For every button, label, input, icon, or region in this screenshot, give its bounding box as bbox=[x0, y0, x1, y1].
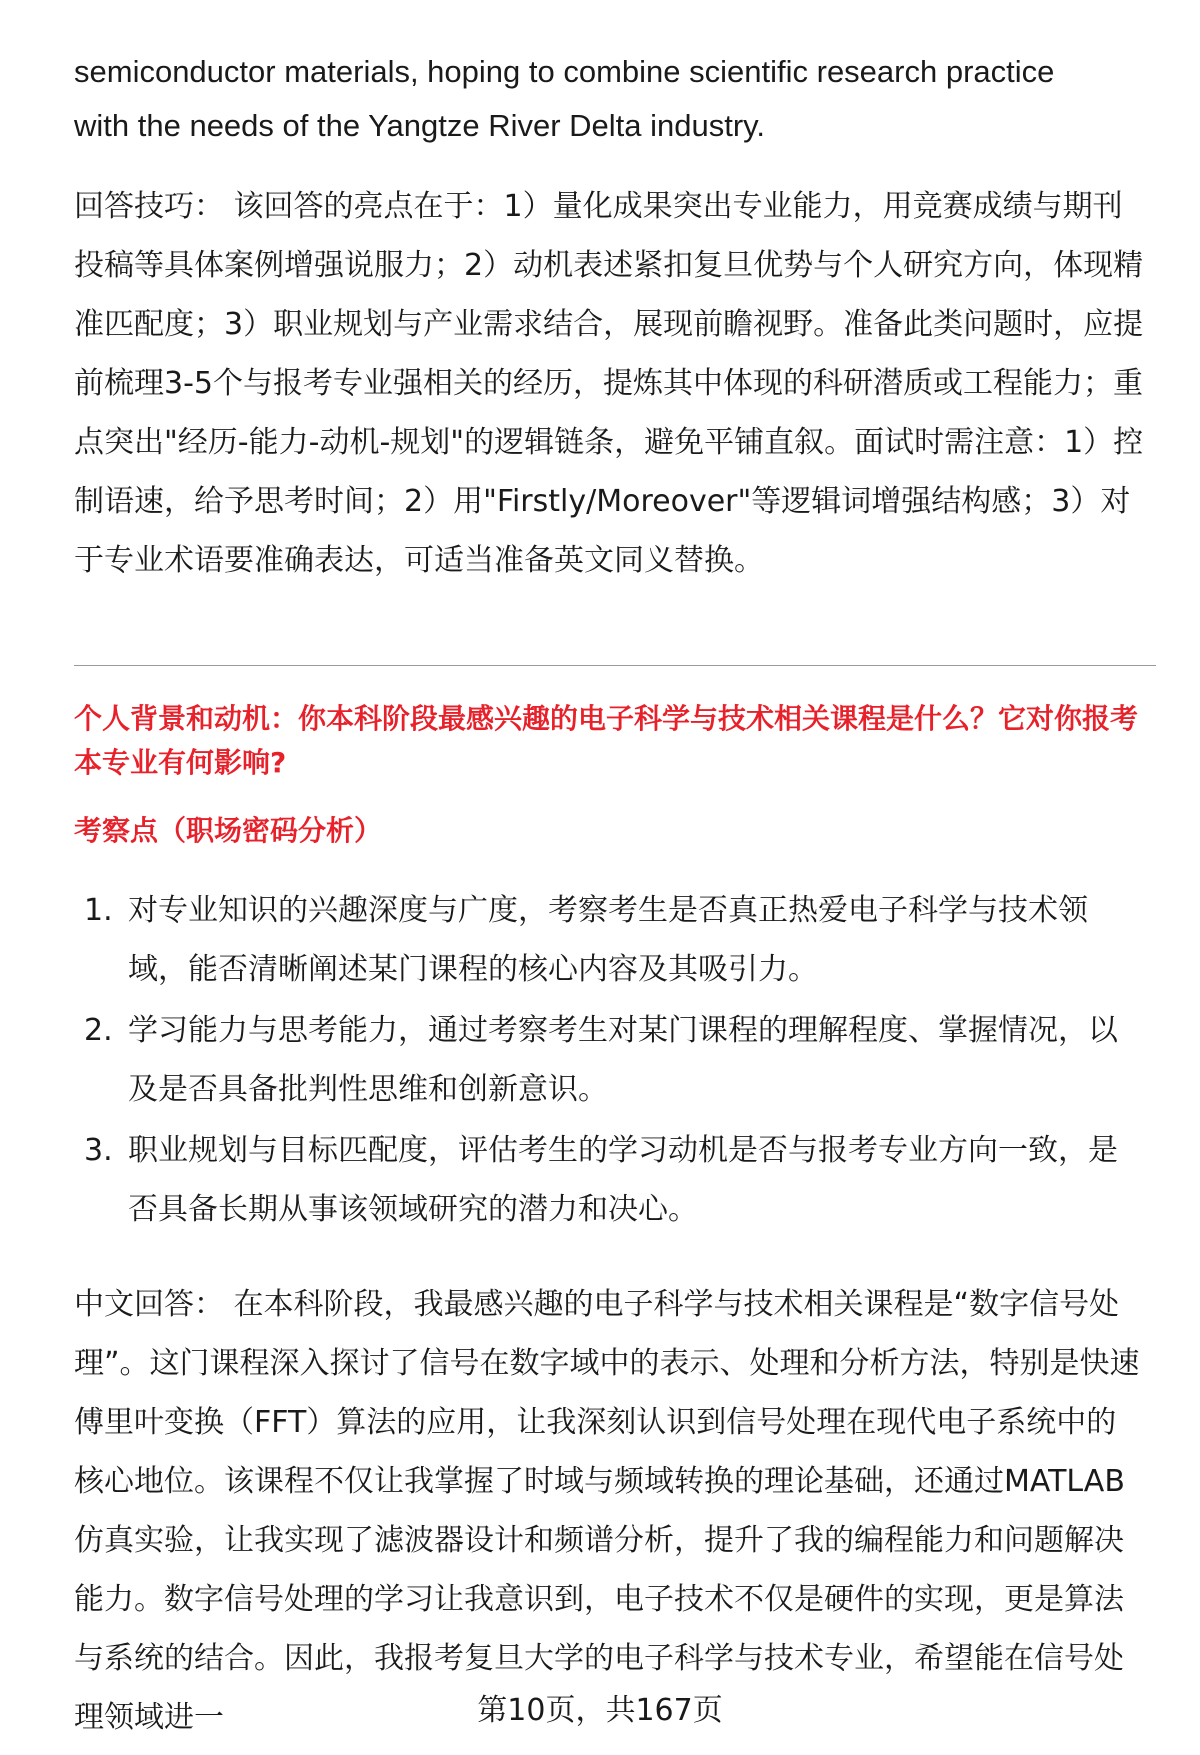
list-item-number: 2. bbox=[84, 1013, 113, 1048]
intro-line-2: with the needs of the Yangtze River Delta industry. bbox=[74, 108, 765, 143]
list-item-text: 对专业知识的兴趣深度与广度，考察考生是否真正热爱电子科学与技术领域，能否清晰阐述某门课程的核心内容及其吸引力。 bbox=[128, 893, 1088, 987]
list-item bbox=[74, 1121, 1144, 1239]
section-divider bbox=[74, 665, 1156, 666]
page-number: 第10页，共167页 bbox=[477, 1693, 723, 1728]
list-item-number: 3. bbox=[84, 1133, 113, 1168]
list-item-number: 1. bbox=[84, 893, 113, 928]
intro-line-1: semiconductor materials, hoping to combine scientific research practice bbox=[74, 54, 1055, 89]
answer-tips-paragraph: 回答技巧： 该回答的亮点在于：1）量化成果突出专业能力，用竞赛成绩与期刊投稿等具体案例增强说服力；2）动机表述紧扣复旦优势与个人研究方向，体现精准匹配度；3）职业规划与产业需求结合，展现前瞻视野。准备此类问题时，应提前梳理3-5个与报考专业强相关的经历，提炼其中体现的科研潜质或工程能力；重点突出"经历-能力-动机-规划"的逻辑链条，避免平铺直叙。面试时需注意：1）控制语速，给予思考时间；2）用"Firstly/Moreover"等逻辑词增强结构感；3）对于专业术语要准确表达，可适当准备英文同义替换。 bbox=[74, 189, 1144, 578]
list-item bbox=[74, 1001, 1144, 1119]
list-item bbox=[74, 881, 1144, 999]
list-item-text: 学习能力与思考能力，通过考察考生对某门课程的理解程度、掌握情况，以及是否具备批判性思维和创新意识。 bbox=[128, 1013, 1118, 1107]
assessment-points-heading: 考察点（职场密码分析） bbox=[74, 814, 383, 847]
assessment-points-list bbox=[74, 881, 1144, 1241]
question-title: 个人背景和动机：你本科阶段最感兴趣的电子科学与技术相关课程是什么？它对你报考本专业有何影响? bbox=[74, 702, 1139, 779]
chinese-answer-paragraph: 中文回答： 在本科阶段，我最感兴趣的电子科学与技术相关课程是“数字信号处理”。这门课程深入探讨了信号在数字域中的表示、处理和分析方法，特别是快速傅里叶变换（FFT）算法的应用，让我深刻认识到信号处理在现代电子系统中的核心地位。该课程不仅让我掌握了时域与频域转换的理论基础，还通过MATLAB仿真实验，让我实现了滤波器设计和频谱分析，提升了我的编程能力和问题解决能力。数字信号处理的学习让我意识到，电子技术不仅是硬件的实现，更是算法与系统的结合。因此，我报考复旦大学的电子科学与技术专业，希望能在信号处理领域进一 bbox=[74, 1287, 1140, 1735]
list-item-text: 职业规划与目标匹配度，评估考生的学习动机是否与报考专业方向一致，是否具备长期从事该领域研究的潜力和决心。 bbox=[128, 1133, 1118, 1227]
